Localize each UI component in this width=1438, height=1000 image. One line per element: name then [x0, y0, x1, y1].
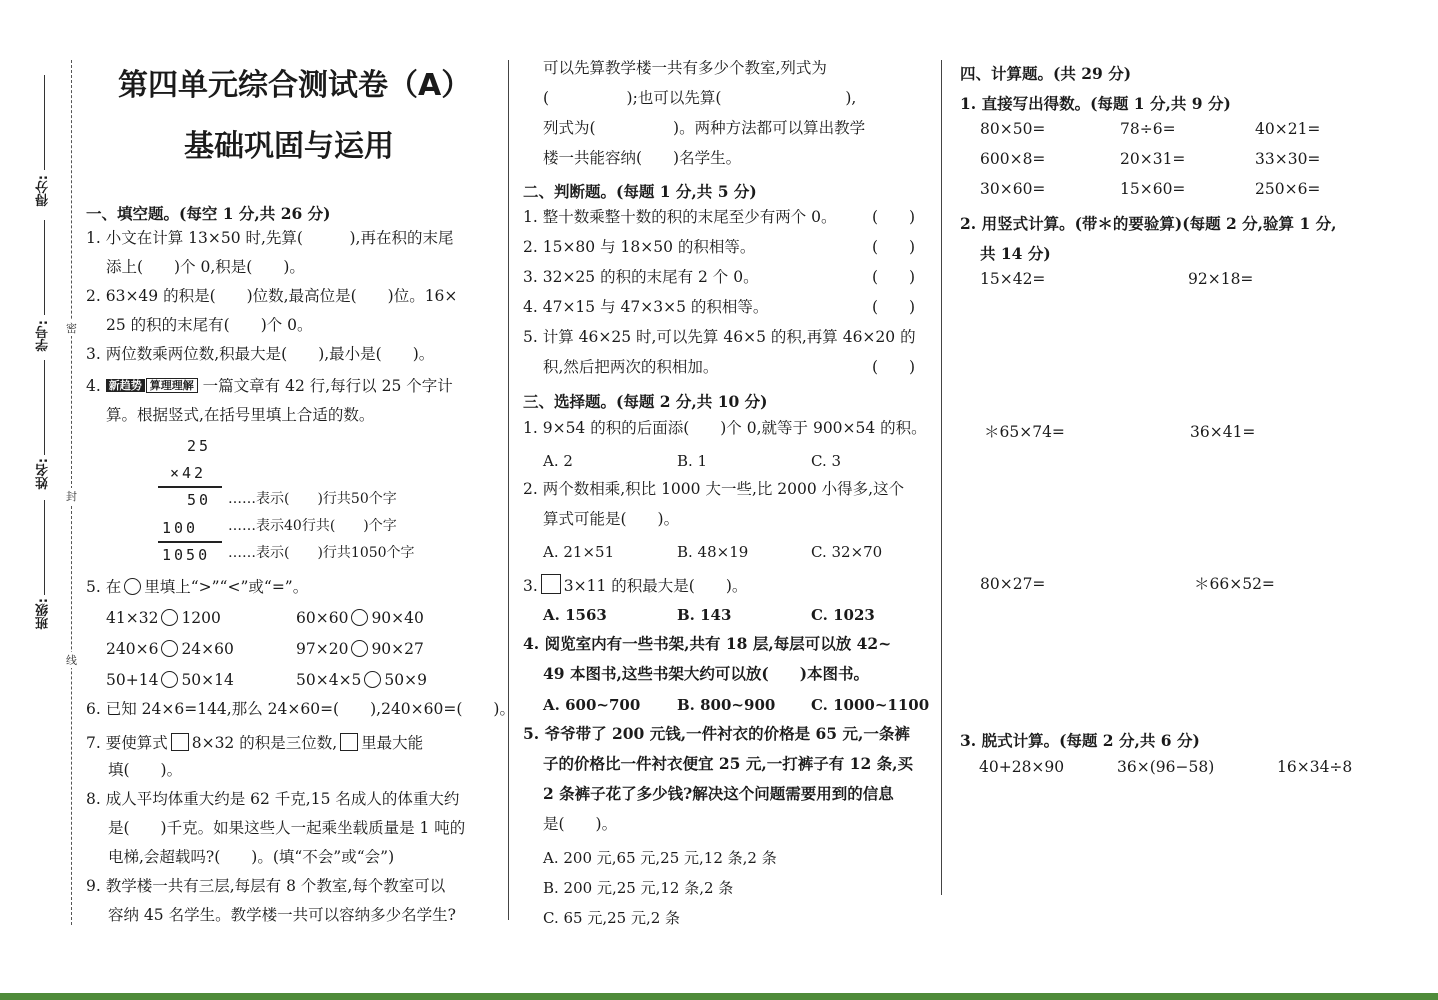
page-title: 第四单元综合测试卷（A）	[118, 68, 472, 103]
reasoning-tag: 算理理解	[146, 378, 198, 393]
vertical-item-2: 92×18=	[1188, 270, 1254, 288]
direct-item-4: 600×8=	[980, 150, 1046, 168]
column-divider-1	[508, 60, 509, 920]
name-line	[44, 360, 45, 455]
choice-3-b[interactable]: B. 143	[677, 606, 732, 624]
compare-item-6: 50×4×5 50×9	[296, 671, 427, 689]
vertical-note1: ……表示( )行共50个字	[228, 491, 397, 507]
direct-calc-header: 1. 直接写出得数。(每题 1 分,共 9 分)	[960, 94, 1231, 113]
answer-circle[interactable]	[161, 671, 178, 688]
step-item-1: 40+28×90	[979, 758, 1065, 776]
vertical-item-3: ＊65×74=	[984, 423, 1065, 441]
step-item-3: 16×34÷8	[1277, 758, 1353, 776]
bottom-green-strip	[0, 993, 1438, 1000]
judge-5-line1: 5. 计算 46×25 时,可以先算 46×5 的积,再算 46×20 的	[523, 328, 916, 346]
choice-5-a[interactable]: A. 200 元,65 元,25 元,12 条,2 条	[543, 849, 777, 867]
class-line	[44, 500, 45, 595]
direct-item-1: 80×50=	[980, 120, 1046, 138]
q3: 3. 两位数乘两位数,积最大是( ),最小是( )。	[86, 345, 435, 363]
page-subtitle: 基础巩固与运用	[184, 129, 394, 164]
choice-4-line2: 49 本图书,这些书架大约可以放( )本图书。	[543, 664, 870, 683]
choice-5-b[interactable]: B. 200 元,25 元,12 条,2 条	[543, 879, 734, 897]
choice-2-line1: 2. 两个数相乘,积比 1000 大一些,比 2000 小得多,这个	[523, 480, 905, 498]
class-label: 班级:	[36, 598, 51, 630]
vertical-item-5: 80×27=	[980, 575, 1046, 593]
vertical-rule-2	[158, 541, 222, 543]
q5-pre: 5. 在	[86, 578, 122, 596]
compare-item-4: 97×20 90×27	[296, 640, 424, 658]
answer-box[interactable]	[340, 733, 358, 751]
answer-circle[interactable]	[364, 671, 381, 688]
choice-1-b[interactable]: B. 1	[677, 452, 708, 470]
vertical-note2: ……表示40行共( )个字	[228, 518, 397, 534]
answer-box[interactable]	[171, 733, 189, 751]
q7-line1: 7. 要使算式 8×32 的积是三位数, 里最大能	[86, 734, 424, 752]
direct-item-6: 33×30=	[1255, 150, 1321, 168]
q5-header	[86, 578, 308, 596]
choice-4-c[interactable]: C. 1000~1100	[811, 696, 930, 714]
compare-item-3: 240×6 24×60	[106, 640, 234, 658]
q4-number: 4.	[86, 377, 101, 395]
choice-5-line4: 是( )。	[543, 815, 618, 833]
direct-item-8: 15×60=	[1120, 180, 1186, 198]
q4-line2: 算。根据竖式,在括号里填上合适的数。	[106, 406, 375, 424]
q9-cont-line4: 楼一共能容纳( )名学生。	[543, 149, 742, 167]
answer-circle[interactable]	[351, 640, 368, 657]
section3-header: 三、选择题。(每题 2 分,共 10 分)	[523, 392, 768, 411]
direct-item-3: 40×21=	[1255, 120, 1321, 138]
name-label: 姓名:	[36, 458, 51, 490]
choice-2-b[interactable]: B. 48×19	[677, 543, 749, 561]
vertical-multiplier: ×42	[170, 464, 207, 482]
q8-line1: 8. 成人平均体重大约是 62 千克,15 名成人的体重大约	[86, 790, 460, 808]
section4-header: 四、计算题。(共 29 分)	[960, 64, 1132, 83]
q8-line3: 电梯,会超载吗?( )。(填“不会”或“会”)	[108, 848, 395, 866]
vertical-item-6: ＊66×52=	[1194, 575, 1275, 593]
judge-5-answer[interactable]: ( )	[872, 358, 916, 376]
judge-2-answer[interactable]: ( )	[872, 238, 916, 256]
judge-4-answer[interactable]: ( )	[872, 298, 916, 316]
direct-item-5: 20×31=	[1120, 150, 1186, 168]
seal-char-xian: 线	[66, 654, 77, 667]
choice-3-c[interactable]: C. 1023	[811, 606, 875, 624]
step-item-2: 36×(96−58)	[1117, 758, 1215, 776]
judge-3: 3. 32×25 的积的末尾有 2 个 0。	[523, 268, 759, 286]
vertical-item-4: 36×41=	[1190, 423, 1256, 441]
judge-3-answer[interactable]: ( )	[872, 268, 916, 286]
q5-post: 里填上“>”“<”或“=”。	[144, 578, 309, 596]
vertical-row3: 1050	[162, 546, 211, 564]
q9-cont-line1: 可以先算教学楼一共有多少个教室,列式为	[543, 59, 827, 77]
choice-2-a[interactable]: A. 21×51	[543, 543, 615, 561]
direct-item-7: 30×60=	[980, 180, 1046, 198]
q8-line2: 是( )千克。如果这些人一起乘坐载质量是 1 吨的	[108, 819, 466, 837]
choice-4-a[interactable]: A. 600~700	[543, 696, 641, 714]
new-trend-tag: 新趋势	[106, 379, 145, 392]
q9-cont-line3: 列式为( )。两种方法都可以算出教学	[543, 119, 866, 137]
choice-3-a[interactable]: A. 1563	[543, 606, 607, 624]
choice-1-c[interactable]: C. 3	[811, 452, 842, 470]
vertical-row1: 50	[187, 491, 212, 509]
section2-header: 二、判断题。(每题 1 分,共 5 分)	[523, 182, 757, 201]
compare-item-1: 41×32 1200	[106, 609, 221, 627]
choice-4-line1: 4. 阅览室内有一些书架,共有 18 层,每层可以放 42~	[523, 634, 892, 653]
judge-1-answer[interactable]: ( )	[872, 208, 916, 226]
judge-5-line2: 积,然后把两次的积相加。	[543, 358, 719, 376]
compare-circle-icon	[124, 578, 141, 595]
judge-2: 2. 15×80 与 18×50 的积相等。	[523, 238, 756, 256]
q1-line2: 添上( )个 0,积是( )。	[106, 258, 305, 276]
vertical-multiplicand: 25	[187, 437, 212, 455]
direct-item-9: 250×6=	[1255, 180, 1321, 198]
section1-header: 一、填空题。(每空 1 分,共 26 分)	[86, 204, 331, 223]
choice-2-line2: 算式可能是( )。	[543, 510, 680, 528]
choice-1-a[interactable]: A. 2	[543, 452, 573, 470]
vertical-note3: ……表示( )行共1050个字	[228, 545, 415, 561]
q2-line2: 25 的积的末尾有( )个 0。	[106, 316, 313, 334]
q9-line1: 9. 教学楼一共有三层,每层有 8 个教室,每个教室可以	[86, 877, 446, 895]
answer-circle[interactable]	[161, 640, 178, 657]
q1-line1: 1. 小文在计算 13×50 时,先算( ),再在积的末尾	[86, 229, 454, 247]
compare-item-5: 50+14 50×14	[106, 671, 234, 689]
choice-5-line1: 5. 爷爷带了 200 元钱,一件衬衣的价格是 65 元,一条裤	[523, 724, 910, 743]
q4-line1	[86, 378, 453, 395]
q9-cont-line2: ( );也可以先算( ),	[543, 89, 857, 107]
step-calc-header: 3. 脱式计算。(每题 2 分,共 6 分)	[960, 731, 1200, 750]
q2-line1: 2. 63×49 的积是( )位数,最高位是( )位。16×	[86, 287, 458, 305]
choice-1: 1. 9×54 的积的后面添( )个 0,就等于 900×54 的积。	[523, 419, 927, 437]
score-line	[44, 75, 45, 170]
direct-item-2: 78÷6=	[1120, 120, 1176, 138]
vertical-row2: 100	[162, 519, 199, 537]
q7-line2: 填( )。	[108, 761, 183, 779]
q9-line2: 容纳 45 名学生。教学楼一共可以容纳多少名学生?	[108, 906, 456, 924]
column-divider-2	[941, 60, 942, 895]
vertical-calc-header-line2: 共 14 分)	[980, 244, 1051, 263]
student-no-label: 学号:	[36, 320, 51, 352]
choice-2-c[interactable]: C. 32×70	[811, 543, 883, 561]
q4-text: 一篇文章有 42 行,每行以 25 个字计	[202, 377, 453, 395]
answer-circle[interactable]	[351, 609, 368, 626]
choice-4-b[interactable]: B. 800~900	[677, 696, 776, 714]
judge-1: 1. 整十数乘整十数的积的末尾至少有两个 0。	[523, 208, 837, 226]
vertical-rule-1	[158, 486, 222, 488]
compare-item-2: 60×60 90×40	[296, 609, 424, 627]
choice-5-c[interactable]: C. 65 元,25 元,2 条	[543, 909, 681, 927]
q6: 6. 已知 24×6=144,那么 24×60=( ),240×60=( )。	[86, 700, 515, 718]
score-label: 得分:	[36, 175, 51, 207]
student-no-line	[44, 220, 45, 315]
digit-box[interactable]	[541, 574, 561, 594]
answer-circle[interactable]	[161, 609, 178, 626]
seal-char-feng: 封	[66, 490, 77, 503]
vertical-calc-header-line1: 2. 用竖式计算。(带＊的要验算)(每题 2 分,验算 1 分,	[960, 214, 1337, 233]
seal-char-mi: 密	[66, 322, 77, 335]
choice-5-line3: 2 条裤子花了多少钱?解决这个问题需要用到的信息	[543, 784, 894, 803]
vertical-item-1: 15×42=	[980, 270, 1046, 288]
choice-3: 3. 3×11 的积最大是( )。	[523, 574, 747, 595]
judge-4: 4. 47×15 与 47×3×5 的积相等。	[523, 298, 769, 316]
choice-5-line2: 子的价格比一件衬衣便宜 25 元,一打裤子有 12 条,买	[543, 754, 914, 773]
